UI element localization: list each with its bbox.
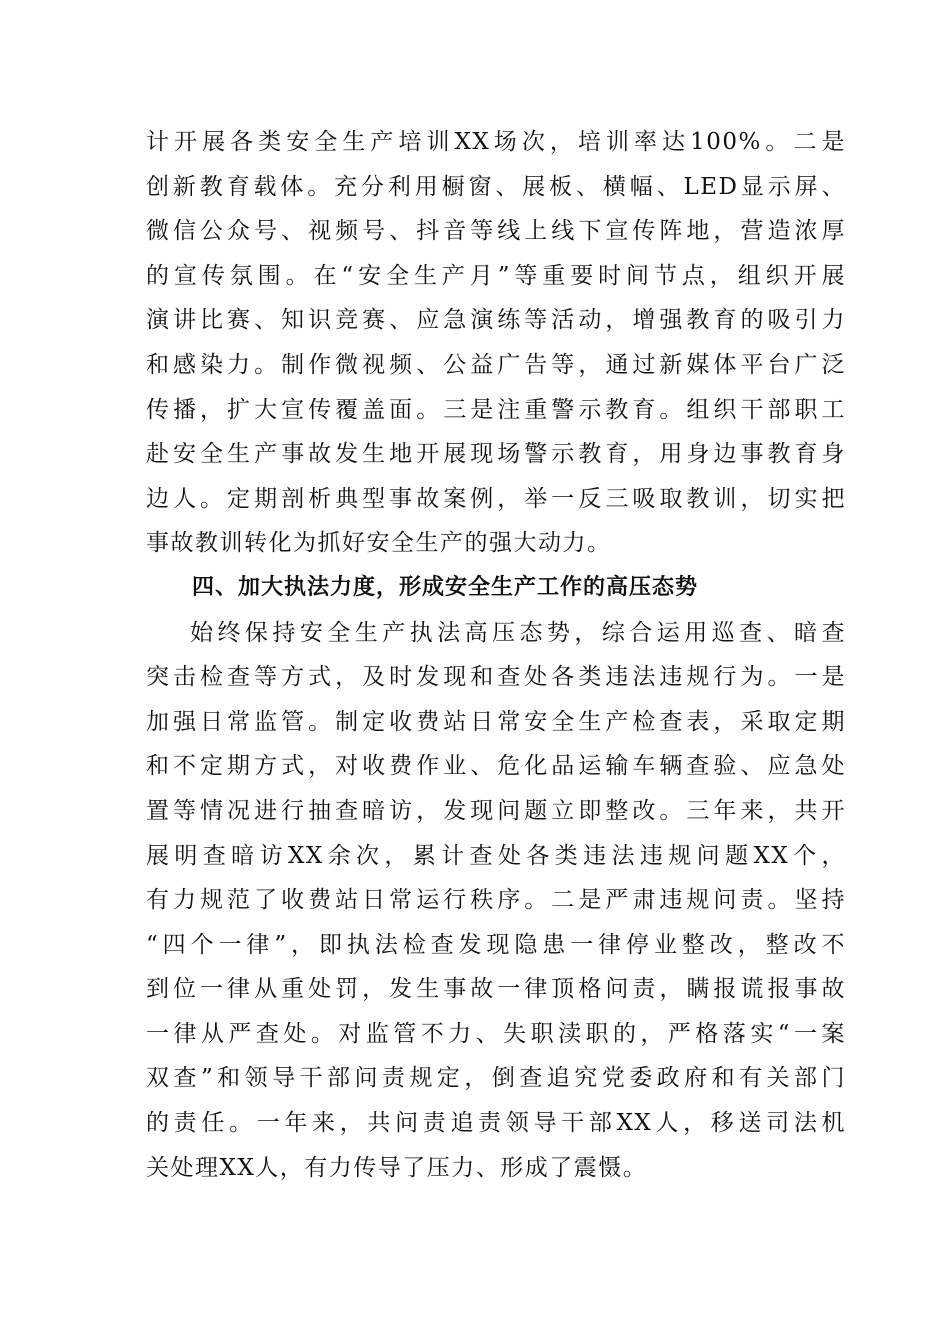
body-line: 微信公众号、视频号、抖音等线上线下宣传阵地，营造浓厚 — [146, 218, 846, 245]
body-line: 到位一律从重处罚，发生事故一律顶格问责，瞒报谎报事故 — [146, 976, 846, 1003]
body-line: 和感染力。制作微视频、公益广告等，通过新媒体平台广泛 — [146, 351, 846, 378]
body-line: 传播，扩大宣传覆盖面。三是注重警示教育。组织干部职工 — [146, 396, 846, 423]
body-line: 加强日常监管。制定收费站日常安全生产检查表，采取定期 — [146, 708, 846, 735]
paragraph-end-line: 关处理XX人，有力传导了压力、形成了震慑。 — [146, 1154, 648, 1181]
body-line: “四个一律”，即执法检查发现隐患一律停业整改，整改不 — [146, 931, 846, 958]
body-line: 有力规范了收费站日常运行秩序。二是严肃违规问责。坚持 — [146, 887, 846, 914]
body-line: 计开展各类安全生产培训XX场次，培训率达100%。二是 — [146, 129, 846, 155]
body-line: 创新教育载体。充分利用橱窗、展板、横幅、LED显示屏、 — [146, 173, 846, 200]
section-heading: 四、加大执法力度，形成安全生产工作的高压态势 — [192, 574, 699, 600]
paragraph-end-line: 事故教训转化为抓好安全生产的强大动力。 — [146, 530, 612, 557]
document-body — [146, 120, 846, 1190]
body-line: 突击检查等方式，及时发现和查处各类违法违规行为。一是 — [146, 664, 846, 691]
body-line: 展明查暗访XX余次，累计查处各类违法违规问题XX个， — [146, 842, 846, 869]
body-line: 和不定期方式，对收费作业、危化品运输车辆查验、应急处 — [146, 753, 846, 780]
body-line: 的宣传氛围。在“安全生产月”等重要时间节点，组织开展 — [146, 262, 846, 289]
body-line: 赴安全生产事故发生地开展现场警示教育，用身边事教育身 — [146, 441, 846, 468]
body-line: 一律从严查处。对监管不力、失职渎职的，严格落实“一案 — [146, 1020, 846, 1047]
body-line: 演讲比赛、知识竞赛、应急演练等活动，增强教育的吸引力 — [146, 307, 846, 334]
paragraph-first-line: 始终保持安全生产执法高压态势，综合运用巡查、暗查 — [190, 619, 846, 646]
body-line: 双查”和领导干部问责规定，倒查追究党委政府和有关部门 — [146, 1065, 846, 1092]
body-line: 的责任。一年来，共问责追责领导干部XX人，移送司法机 — [146, 1110, 846, 1137]
body-line: 置等情况进行抽查暗访，发现问题立即整改。三年来，共开 — [146, 797, 846, 824]
body-line: 边人。定期剖析典型事故案例，举一反三吸取教训，切实把 — [146, 485, 846, 512]
